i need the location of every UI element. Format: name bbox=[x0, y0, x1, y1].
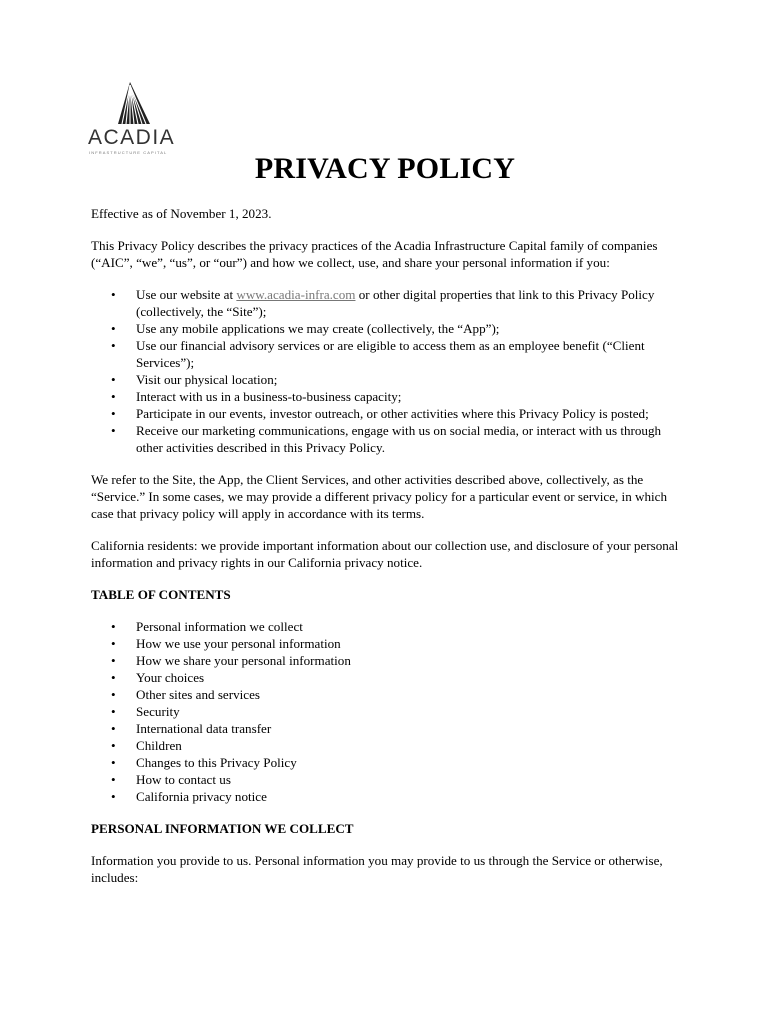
document-body bbox=[91, 205, 691, 901]
website-text-after: or other digital properties that link to this Privacy Policy (collectively, the “Site”); bbox=[136, 287, 655, 319]
toc-item: • Security bbox=[91, 703, 691, 720]
list-item bbox=[91, 286, 691, 320]
list-item: • Use our financial advisory services or are eligible to access them as an employee benefit (“Client Services”); bbox=[91, 337, 691, 371]
toc-item: • International data transfer bbox=[91, 720, 691, 737]
company-logo bbox=[88, 82, 180, 158]
page-title: PRIVACY POLICY bbox=[254, 152, 516, 185]
intro-paragraph: This Privacy Policy describes the privacy practices of the Acadia Infrastructure Capital family of companies (“AIC”, “we”, “us”, or “our”) and how we collect, use, and share your personal information if you: bbox=[91, 238, 658, 270]
california-paragraph: California residents: we provide important information about our collection use, and disclosure of your personal information and privacy rights in our California privacy notice. bbox=[91, 538, 679, 570]
logo-wordmark: ACADIA bbox=[88, 126, 176, 149]
list-item: • Receive our marketing communications, engage with us on social media, or interact with us through other activities described in this Privacy Policy. bbox=[91, 422, 691, 456]
service-paragraph: We refer to the Site, the App, the Client Services, and other activities described above, collectively, as the “Service.” In some cases, we may provide a different privacy policy for a particular event or service, in which case that privacy policy will apply in accordance with its terms. bbox=[91, 472, 668, 521]
toc-item: • Changes to this Privacy Policy bbox=[91, 754, 691, 771]
toc-item: • Personal information we collect bbox=[91, 618, 691, 635]
toc-item: • How to contact us bbox=[91, 771, 691, 788]
toc-item: • California privacy notice bbox=[91, 788, 691, 805]
toc-list bbox=[91, 618, 691, 805]
list-item: • Participate in our events, investor outreach, or other activities where this Privacy Policy is posted; bbox=[91, 405, 691, 422]
acadia-mountain-icon bbox=[116, 82, 150, 126]
list-item: • Visit our physical location; bbox=[91, 371, 691, 388]
usage-list bbox=[91, 286, 691, 456]
toc-heading: TABLE OF CONTENTS bbox=[91, 587, 231, 602]
toc-item: • Children bbox=[91, 737, 691, 754]
collect-heading: PERSONAL INFORMATION WE COLLECT bbox=[91, 821, 354, 836]
list-item: • Use any mobile applications we may create (collectively, the “App”); bbox=[91, 320, 691, 337]
toc-item: • How we use your personal information bbox=[91, 635, 691, 652]
effective-date: Effective as of November 1, 2023. bbox=[91, 206, 272, 221]
website-text-before: Use our website at bbox=[136, 287, 237, 302]
toc-item: • Other sites and services bbox=[91, 686, 691, 703]
logo-tagline: INFRASTRUCTURE CAPITAL bbox=[89, 150, 168, 155]
toc-item: • Your choices bbox=[91, 669, 691, 686]
website-link[interactable]: www.acadia-infra.com bbox=[236, 287, 356, 302]
list-item: • Interact with us in a business-to-business capacity; bbox=[91, 388, 691, 405]
toc-item: • How we share your personal information bbox=[91, 652, 691, 669]
collect-paragraph: Information you provide to us. Personal information you may provide to us through the Service or otherwise, includes: bbox=[91, 853, 663, 885]
